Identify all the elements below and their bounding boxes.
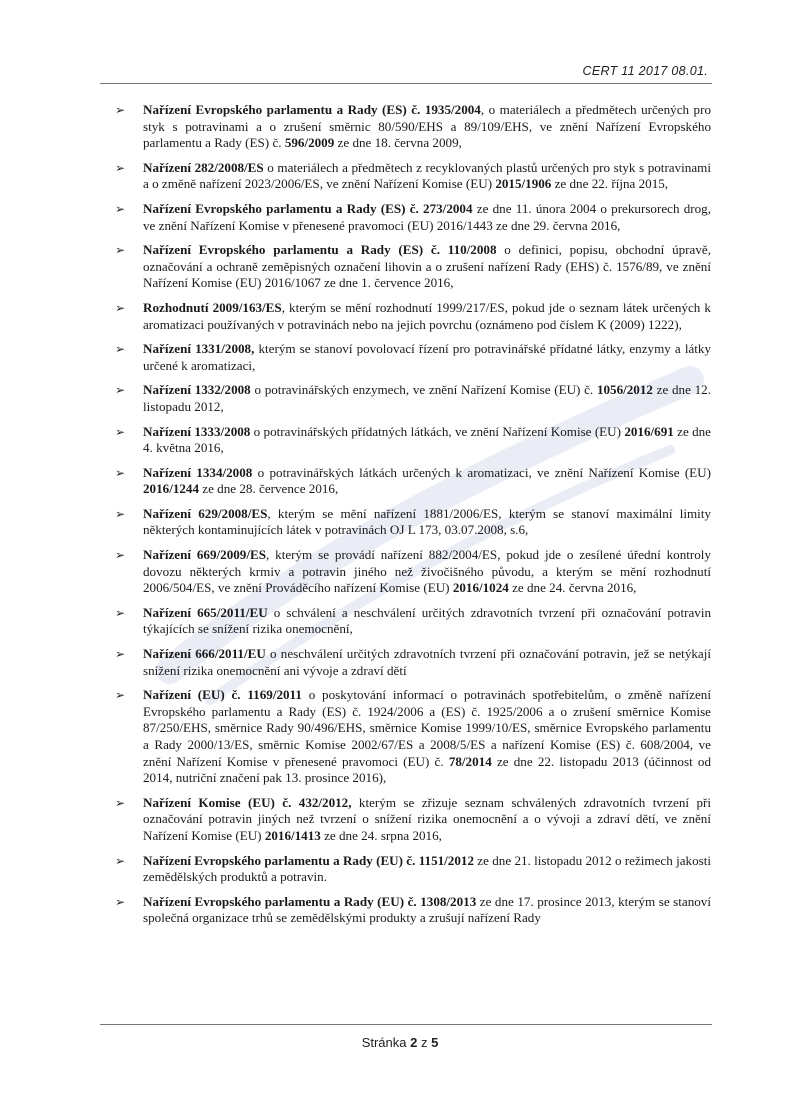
regulation-ref: Nařízení 1332/2008	[143, 382, 251, 398]
regulation-text: ze dne 22. listopadu 2013 (účinnost od 2014, nutriční značení pak 13. prosince 2016),	[143, 753, 711, 786]
regulation-item	[115, 341, 711, 374]
regulation-ref: 596/2009	[284, 135, 335, 151]
regulation-item	[115, 687, 711, 787]
arrow-bullet-icon: ➢	[115, 201, 126, 216]
regulation-text: o potravinářských látkách určených k aromatizaci, ve znění Nařízení Komise (EU)	[252, 464, 711, 480]
arrow-bullet-icon: ➢	[115, 342, 126, 357]
regulation-item	[115, 424, 711, 457]
page-label: Stránka	[361, 1035, 411, 1050]
regulation-item	[115, 465, 711, 498]
regulation-item	[115, 547, 711, 597]
regulation-ref: Nařízení 629/2008/ES	[143, 505, 268, 521]
arrow-bullet-icon: ➢	[115, 795, 126, 810]
arrow-bullet-icon: ➢	[115, 853, 126, 868]
regulation-text: kterým se stanoví povolovací řízení pro potravinářské přídatné látky, enzymy a látky určené k aromatizaci,	[143, 341, 712, 373]
regulation-item	[115, 506, 711, 539]
regulation-ref: Nařízení Evropského parlamentu a Rady (EU) č. 1151/2012	[143, 852, 474, 868]
regulation-ref: Nařízení 666/2011/EU	[143, 646, 266, 662]
regulation-text: ze dne 12. listopadu 2012,	[143, 382, 711, 414]
arrow-bullet-icon: ➢	[115, 465, 126, 480]
regulation-ref: 2016/1244	[143, 481, 200, 497]
arrow-bullet-icon: ➢	[115, 605, 126, 620]
footer-rule	[100, 1024, 712, 1025]
regulation-text: ze dne 18. června 2009,	[334, 135, 462, 151]
regulation-text: o neschválení určitých zdravotních tvrzení při označování potravin, jež se netýkají snížení rizika onemocnění ani vývoje a zdraví dětí	[143, 646, 712, 678]
regulation-ref: Nařízení Evropského parlamentu a Rady (EU) č. 1308/2013	[143, 893, 477, 909]
regulation-ref: Nařízení Evropského parlamentu a Rady (ES) č. 110/2008	[143, 242, 497, 258]
regulation-ref: 2015/1906	[495, 176, 552, 192]
arrow-bullet-icon: ➢	[115, 383, 126, 398]
arrow-bullet-icon: ➢	[115, 424, 126, 439]
regulation-ref: Nařízení Evropského parlamentu a Rady (ES) č. 273/2004	[143, 200, 473, 216]
regulation-text: ze dne 22. října 2015,	[551, 176, 669, 192]
regulation-ref: Nařízení 1331/2008,	[143, 341, 255, 357]
arrow-bullet-icon: ➢	[115, 506, 126, 521]
arrow-bullet-icon: ➢	[115, 647, 126, 662]
regulation-ref: Nařízení 669/2009/ES	[143, 547, 266, 563]
regulation-text: ze dne 21. listopadu 2012 o režimech jakosti zemědělských produktů a potravin.	[143, 852, 712, 885]
regulation-item	[115, 795, 711, 845]
regulation-ref: 1056/2012	[596, 382, 653, 398]
regulation-item	[115, 160, 711, 193]
arrow-bullet-icon: ➢	[115, 243, 126, 258]
page-separator: z	[417, 1035, 432, 1050]
regulation-item	[115, 102, 711, 152]
regulation-ref: Nařízení (EU) č. 1169/2011	[143, 687, 302, 703]
regulation-text: ze dne 4. května 2016,	[143, 423, 711, 456]
regulation-text: ze dne 28. července 2016,	[199, 481, 339, 497]
regulation-ref: 2016/1413	[264, 827, 321, 843]
regulation-text: ze dne 24. června 2016,	[508, 580, 637, 596]
regulation-item	[115, 382, 711, 415]
regulation-text: o poskytování informací o potravinách spotřebitelům, o změně nařízení Evropského parlamentu a Rady (ES) č. 1924/2006 a (ES) č. 1925/2006 a o zrušení směrnice Komise 87/250/EHS, směrnice Rady 90/496/EHS, směrnice Komise 1999/10/ES, směrnice Evropského parlamentu a Rady 2000/13/ES, směrnic Komise 2002/67/ES a 2008/5/ES a nařízení Komise (ES) č. 608/2004, ve znění Nařízení Komise v přenesené pravomoci (EU) č.	[143, 687, 711, 769]
regulation-text: ze dne 24. srpna 2016,	[320, 827, 442, 843]
regulation-item	[115, 853, 711, 886]
regulation-text: , kterým se provádí nařízení 882/2004/ES, pokud jde o zesílené úřední kontroly dovozu některých krmiv a potravin jiného než živočišného původu, a kterým se mění rozhodnutí 2006/504/ES, ve znění Prováděcího nařízení Komise (EU)	[143, 547, 711, 596]
regulation-text: o schválení a neschválení určitých zdravotních tvrzení při označování potravin týkajících se snížení rizika onemocnění,	[143, 604, 711, 637]
regulation-item	[115, 646, 711, 679]
page-total: 5	[431, 1035, 439, 1050]
regulation-text: ze dne 11. února 2004 o prekursorech drog, ve znění Nařízení Komise v přenesené pravomoci (EU) 2016/1443 ze dne 29. června 2016,	[143, 200, 712, 233]
regulation-ref: Nařízení 282/2008/ES	[143, 159, 264, 175]
regulation-ref: 2016/691	[624, 423, 674, 439]
regulation-text: , o materiálech a předmětech určených pro styk s potravinami a o zrušení směrnic 80/590/EHS a 89/109/EHS, ve znění Nařízení Evropského parlamentu a Rady (ES) č.	[143, 102, 712, 151]
arrow-bullet-icon: ➢	[115, 548, 126, 563]
header-rule	[100, 83, 712, 84]
regulation-list	[115, 102, 711, 935]
regulation-ref: Nařízení 1333/2008	[143, 423, 251, 439]
regulation-item	[115, 605, 711, 638]
regulation-item	[115, 242, 711, 292]
regulation-text: , kterým se mění rozhodnutí 1999/217/ES, pokud jde o seznam látek určených k aromatizaci používaných v potravinách nebo na jejich povrchu (oznámeno pod číslem K (2009) 1222),	[143, 299, 711, 332]
regulation-text: o potravinářských přídatných látkách, ve znění Nařízení Komise (EU)	[250, 423, 625, 439]
arrow-bullet-icon: ➢	[115, 894, 126, 909]
regulation-ref: Nařízení 665/2011/EU	[143, 604, 268, 620]
regulation-item	[115, 300, 711, 333]
regulation-ref: Nařízení Komise (EU) č. 432/2012,	[143, 794, 352, 810]
regulation-ref: Rozhodnutí 2009/163/ES	[143, 299, 282, 315]
arrow-bullet-icon: ➢	[115, 300, 126, 315]
arrow-bullet-icon: ➢	[115, 103, 126, 117]
regulation-text: kterým se zřizuje seznam schválených zdravotních tvrzení při označování potravin jiných než tvrzení o snížení rizika onemocnění a o vývoji a zdraví dětí, ve znění Nařízení Komise (EU)	[143, 794, 711, 843]
regulation-text: o definici, popisu, obchodní úpravě, označování a ochraně zeměpisných označení lihovin a o zrušení nařízení Rady (EHS) č. 1576/89, ve znění Nařízení Komise (EU) 2016/1067 ze dne 1. července 2016,	[143, 242, 711, 291]
page-current: 2	[410, 1035, 418, 1050]
regulation-text: , kterým se mění nařízení 1881/2006/ES, kterým se stanoví maximální limity některých kontaminujících látek v potravinách OJ L 173, 03.07.2008, s.6,	[143, 505, 712, 538]
regulation-ref: Nařízení Evropského parlamentu a Rady (ES) č. 1935/2004	[143, 102, 481, 117]
regulation-item	[115, 201, 711, 234]
regulation-text: o materiálech a předmětech z recyklovaných plastů určených pro styk s potravinami a o změně nařízení 2023/2006/ES, ve znění Nařízení Komise (EU)	[143, 159, 711, 192]
arrow-bullet-icon: ➢	[115, 160, 126, 175]
regulation-ref: 2016/1024	[452, 580, 509, 596]
arrow-bullet-icon: ➢	[115, 688, 126, 703]
page-footer	[0, 1035, 800, 1050]
regulation-item	[115, 894, 711, 927]
regulation-ref: 78/2014	[448, 753, 492, 769]
regulation-text: o potravinářských enzymech, ve znění Nařízení Komise (EU) č.	[250, 382, 597, 398]
regulation-ref: Nařízení 1334/2008	[143, 464, 253, 480]
regulation-text: ze dne 17. prosince 2013, kterým se stanoví společná organizace trhů se zemědělskými produkty a zrušují nařízení Rady	[143, 893, 711, 926]
document-code: CERT 11 2017 08.01.	[582, 64, 708, 78]
